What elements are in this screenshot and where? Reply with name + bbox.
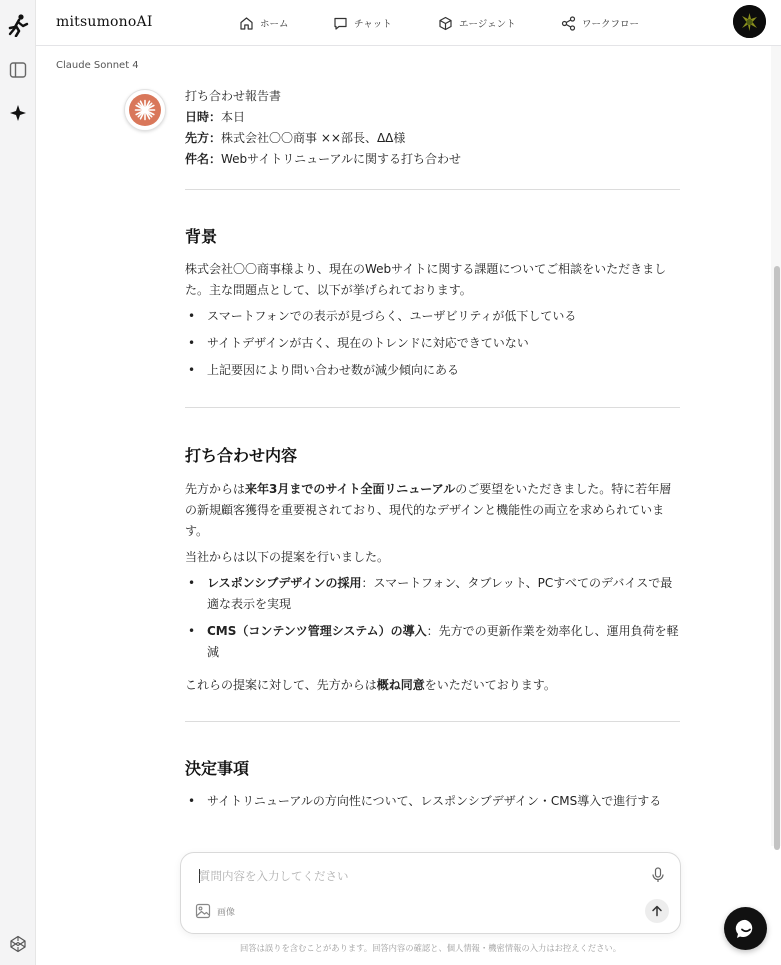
decisions-list	[185, 791, 680, 812]
emphasis: CMS（コンテンツ管理システム）の導入	[207, 624, 427, 638]
mic-button[interactable]	[649, 866, 667, 884]
background-list	[185, 306, 680, 381]
nav-agent[interactable]	[438, 13, 516, 33]
sidebar	[0, 0, 36, 965]
discussion-paragraph-3	[185, 675, 680, 696]
list-item	[185, 621, 680, 663]
divider	[185, 721, 680, 722]
chat-icon	[333, 16, 348, 31]
meta-subject-label: 件名：	[185, 152, 222, 166]
nav-workflow-label: ワークフロー	[582, 19, 640, 30]
sparkle-icon[interactable]	[6, 101, 30, 125]
disclaimer-text: 回答は誤りを含むことがあります。回答内容の確認と、個人情報・機密情報の入力はお控えください。	[240, 943, 621, 953]
message-composer	[180, 852, 681, 934]
text-span: 先方からは	[185, 482, 246, 496]
assistant-message	[185, 87, 680, 845]
top-bar	[36, 0, 781, 46]
section-heading-background: 背景	[185, 227, 218, 246]
share-nodes-icon	[561, 16, 576, 31]
list-item: • 上記要因により問い合わせ数が減少傾向にある	[185, 360, 680, 381]
background-intro: 株式会社〇〇商事様より、現在のWebサイトに関する課題についてご相談をいただきました。主な問題点として、以下が挙げられております。	[185, 262, 667, 297]
nav-chat-label: チャット	[354, 19, 392, 30]
text-span: ：先方での更新作業を効率化し、運用負荷を軽減	[207, 624, 679, 659]
divider	[185, 189, 680, 190]
codepen-icon[interactable]	[6, 932, 30, 956]
nav-chat[interactable]	[333, 13, 392, 33]
report-title: 打ち合わせ報告書	[185, 89, 282, 103]
meta-date-label: 日時：	[185, 110, 222, 124]
proposal-list	[185, 573, 680, 663]
cube-icon	[438, 16, 453, 31]
meta-client-label: 先方：	[185, 131, 222, 145]
microphone-icon	[651, 867, 665, 883]
list-item: • サイトリニューアルの方向性について、レスポンシブデザイン・CMS導入で進行する	[185, 791, 680, 812]
emphasis: レスポンシブデザインの採用	[207, 576, 362, 590]
list-item: • スマートフォンでの表示が見づらく、ユーザビリティが低下している	[185, 306, 680, 327]
discussion-paragraph-1	[185, 479, 680, 542]
meta-subject	[185, 149, 680, 170]
claude-burst-icon	[129, 94, 161, 126]
divider	[185, 407, 680, 408]
discussion-paragraph-2: 当社からは以下の提案を行いました。	[185, 550, 390, 564]
meta-client-value: 株式会社〇〇商事 ××部長、ΔΔ様	[221, 131, 406, 145]
nav-home[interactable]	[239, 13, 289, 33]
text-span: これらの提案に対して、先方からは	[185, 678, 377, 692]
emphasis: 来年3月までのサイト全面リニューアル	[245, 482, 456, 496]
scrollbar-thumb[interactable]	[774, 266, 780, 850]
section-heading-discussion: 打ち合わせ内容	[185, 446, 298, 465]
meta-subject-value: Webサイトリニューアルに関する打ち合わせ	[221, 152, 462, 166]
section-heading-decisions: 決定事項	[185, 759, 250, 778]
list-item	[185, 573, 680, 615]
send-button[interactable]	[645, 899, 669, 923]
attach-image-label: 画像	[217, 907, 236, 918]
list-item: • サイトデザインが古く、現在のトレンドに対応できていない	[185, 333, 680, 354]
assistant-avatar	[124, 89, 166, 131]
toggle-sidebar-icon[interactable]	[6, 58, 30, 82]
runner-logo-icon[interactable]	[6, 13, 30, 37]
meta-date	[185, 107, 680, 128]
image-icon	[195, 903, 211, 919]
home-icon	[239, 16, 254, 31]
message-input[interactable]	[199, 865, 629, 887]
attach-image-button[interactable]	[195, 903, 235, 919]
support-chat-button[interactable]	[724, 907, 767, 950]
nav-agent-label: エージェント	[459, 19, 516, 30]
arrow-up-icon	[651, 905, 663, 917]
chat-bubble-icon	[734, 917, 758, 941]
brand-name[interactable]: mitsumonoAI	[56, 14, 153, 30]
nav-home-label: ホーム	[260, 19, 289, 30]
text-span: をいただいております。	[424, 678, 556, 692]
text-span: のご要望をいただきました。特に若年層の新規顧客獲得を重要視されており、現代的なデザインと機能性の両立を求められています。	[185, 482, 672, 538]
nav-workflow[interactable]	[561, 13, 639, 33]
emphasis: 概ね同意	[376, 678, 425, 692]
text-span: ：スマートフォン、タブレット、PCすべてのデバイスで最適な表示を実現	[207, 576, 673, 611]
meta-date-value: 本日	[221, 110, 246, 124]
meta-client	[185, 128, 680, 149]
user-avatar[interactable]	[733, 5, 766, 38]
model-label: Claude Sonnet 4	[56, 60, 139, 71]
